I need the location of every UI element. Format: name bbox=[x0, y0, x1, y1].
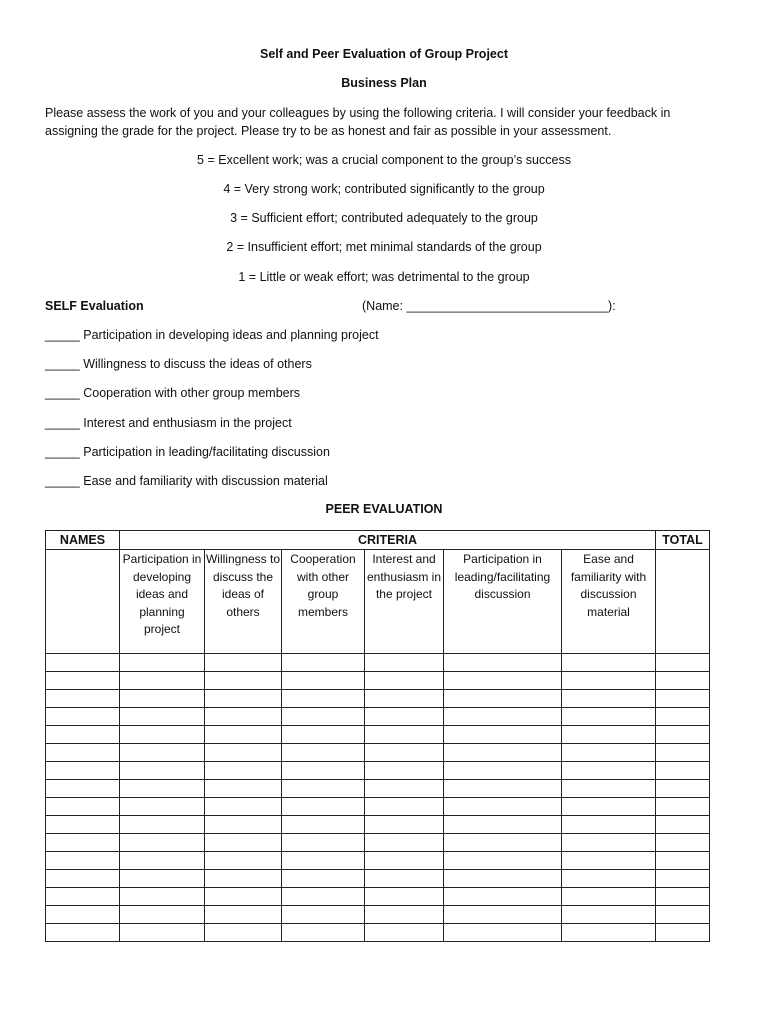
peer-name-cell[interactable] bbox=[46, 672, 120, 690]
peer-total-cell[interactable] bbox=[656, 906, 710, 924]
peer-name-cell[interactable] bbox=[46, 726, 120, 744]
peer-score-cell[interactable] bbox=[120, 852, 205, 870]
peer-score-cell[interactable] bbox=[205, 690, 282, 708]
table-row bbox=[46, 744, 710, 762]
peer-score-cell[interactable] bbox=[205, 924, 282, 942]
peer-score-cell[interactable] bbox=[282, 708, 365, 726]
peer-score-cell[interactable] bbox=[444, 672, 562, 690]
peer-score-cell[interactable] bbox=[120, 708, 205, 726]
peer-name-cell[interactable] bbox=[46, 924, 120, 942]
peer-name-cell[interactable] bbox=[46, 762, 120, 780]
peer-score-cell[interactable] bbox=[120, 780, 205, 798]
peer-score-cell[interactable] bbox=[282, 726, 365, 744]
peer-name-cell[interactable] bbox=[46, 834, 120, 852]
scale-item-1: 1 = Little or weak effort; was detrimental to the group bbox=[238, 270, 530, 284]
peer-score-cell[interactable] bbox=[562, 690, 656, 708]
peer-score-cell[interactable] bbox=[205, 672, 282, 690]
table-row bbox=[46, 852, 710, 870]
peer-score-cell[interactable] bbox=[562, 906, 656, 924]
peer-score-cell[interactable] bbox=[562, 816, 656, 834]
table-row bbox=[46, 834, 710, 852]
peer-score-cell[interactable] bbox=[282, 816, 365, 834]
peer-score-cell[interactable] bbox=[444, 924, 562, 942]
table-row bbox=[46, 726, 710, 744]
peer-score-cell[interactable] bbox=[562, 708, 656, 726]
peer-score-cell[interactable] bbox=[444, 852, 562, 870]
peer-score-cell[interactable] bbox=[444, 906, 562, 924]
peer-score-cell[interactable] bbox=[120, 906, 205, 924]
peer-score-cell[interactable] bbox=[205, 906, 282, 924]
table-row bbox=[46, 924, 710, 942]
peer-score-cell[interactable] bbox=[562, 654, 656, 672]
peer-total-cell[interactable] bbox=[656, 798, 710, 816]
peer-score-cell[interactable] bbox=[444, 834, 562, 852]
peer-score-cell[interactable] bbox=[562, 798, 656, 816]
table-row bbox=[46, 708, 710, 726]
peer-score-cell[interactable] bbox=[562, 780, 656, 798]
criterion-willingness: Willingness to discuss the ideas of others bbox=[205, 550, 282, 654]
peer-score-cell[interactable] bbox=[562, 744, 656, 762]
peer-name-cell[interactable] bbox=[46, 708, 120, 726]
peer-name-cell[interactable] bbox=[46, 870, 120, 888]
peer-score-cell[interactable] bbox=[444, 762, 562, 780]
table-row bbox=[46, 816, 710, 834]
peer-score-cell[interactable] bbox=[282, 780, 365, 798]
table-row bbox=[46, 780, 710, 798]
peer-score-cell[interactable] bbox=[444, 780, 562, 798]
peer-score-cell[interactable] bbox=[120, 834, 205, 852]
peer-total-cell[interactable] bbox=[656, 834, 710, 852]
peer-score-cell[interactable] bbox=[365, 924, 444, 942]
peer-score-cell[interactable] bbox=[365, 744, 444, 762]
peer-score-cell[interactable] bbox=[120, 726, 205, 744]
peer-score-cell[interactable] bbox=[444, 744, 562, 762]
names-criteria-blank bbox=[46, 550, 120, 654]
peer-score-cell[interactable] bbox=[444, 816, 562, 834]
peer-score-cell[interactable] bbox=[282, 852, 365, 870]
criterion-familiarity: Ease and familiarity with discussion material bbox=[562, 550, 656, 654]
scale-item-5: 5 = Excellent work; was a crucial component to the group’s success bbox=[197, 153, 571, 167]
peer-score-cell[interactable] bbox=[365, 888, 444, 906]
peer-score-cell[interactable] bbox=[205, 888, 282, 906]
criterion-leading: Participation in leading/facilitating discussion bbox=[444, 550, 562, 654]
peer-score-cell[interactable] bbox=[120, 762, 205, 780]
name-field[interactable]: (Name: _____________________________): bbox=[362, 299, 616, 313]
criterion-cooperation: Cooperation with other group members bbox=[282, 550, 365, 654]
peer-score-cell[interactable] bbox=[562, 834, 656, 852]
peer-score-cell[interactable] bbox=[282, 888, 365, 906]
peer-score-cell[interactable] bbox=[282, 672, 365, 690]
names-header: NAMES bbox=[46, 531, 120, 550]
peer-score-cell[interactable] bbox=[365, 798, 444, 816]
peer-score-cell[interactable] bbox=[444, 708, 562, 726]
peer-total-cell[interactable] bbox=[656, 870, 710, 888]
peer-score-cell[interactable] bbox=[365, 726, 444, 744]
peer-name-cell[interactable] bbox=[46, 852, 120, 870]
peer-total-cell[interactable] bbox=[656, 672, 710, 690]
peer-score-cell[interactable] bbox=[120, 744, 205, 762]
peer-name-cell[interactable] bbox=[46, 654, 120, 672]
peer-name-cell[interactable] bbox=[46, 780, 120, 798]
peer-score-cell[interactable] bbox=[205, 654, 282, 672]
peer-score-cell[interactable] bbox=[282, 654, 365, 672]
peer-score-cell[interactable] bbox=[120, 924, 205, 942]
self-item-willingness[interactable]: _____ Willingness to discuss the ideas of others bbox=[45, 357, 312, 371]
peer-total-cell[interactable] bbox=[656, 888, 710, 906]
scale-item-3: 3 = Sufficient effort; contributed adequately to the group bbox=[230, 211, 538, 225]
scale-item-4: 4 = Very strong work; contributed significantly to the group bbox=[223, 182, 545, 196]
peer-score-cell[interactable] bbox=[120, 798, 205, 816]
peer-score-cell[interactable] bbox=[205, 708, 282, 726]
peer-score-cell[interactable] bbox=[444, 726, 562, 744]
peer-score-cell[interactable] bbox=[444, 870, 562, 888]
peer-score-cell[interactable] bbox=[562, 762, 656, 780]
scale-item-2: 2 = Insufficient effort; met minimal standards of the group bbox=[226, 240, 542, 254]
peer-total-cell[interactable] bbox=[656, 762, 710, 780]
table-row bbox=[46, 672, 710, 690]
table-row bbox=[46, 870, 710, 888]
peer-score-cell[interactable] bbox=[205, 798, 282, 816]
peer-name-cell[interactable] bbox=[46, 798, 120, 816]
peer-score-cell[interactable] bbox=[365, 690, 444, 708]
peer-score-cell[interactable] bbox=[120, 654, 205, 672]
table-row bbox=[46, 762, 710, 780]
peer-score-cell[interactable] bbox=[562, 888, 656, 906]
table-row bbox=[46, 906, 710, 924]
peer-score-cell[interactable] bbox=[282, 870, 365, 888]
table-row bbox=[46, 888, 710, 906]
table-row bbox=[46, 690, 710, 708]
criteria-header: CRITERIA bbox=[120, 531, 656, 550]
document-subtitle: Business Plan bbox=[341, 76, 427, 90]
peer-score-cell[interactable] bbox=[282, 690, 365, 708]
peer-evaluation-title: PEER EVALUATION bbox=[325, 502, 443, 516]
peer-score-cell[interactable] bbox=[282, 906, 365, 924]
peer-score-cell[interactable] bbox=[282, 798, 365, 816]
self-item-cooperation[interactable]: _____ Cooperation with other group members bbox=[45, 386, 301, 400]
self-item-familiarity[interactable]: _____ Ease and familiarity with discussion material bbox=[45, 474, 328, 488]
peer-score-cell[interactable] bbox=[120, 870, 205, 888]
peer-score-cell[interactable] bbox=[205, 780, 282, 798]
peer-score-cell[interactable] bbox=[562, 726, 656, 744]
intro-paragraph: Please assess the work of you and your colleagues by using the following criteria. I will consider your feedback in assigning the grade for the project. Please try to be as honest and fair as possible in your assessment. bbox=[45, 106, 671, 138]
peer-score-cell[interactable] bbox=[444, 690, 562, 708]
peer-score-cell[interactable] bbox=[365, 708, 444, 726]
peer-name-cell[interactable] bbox=[46, 744, 120, 762]
peer-total-cell[interactable] bbox=[656, 852, 710, 870]
peer-name-cell[interactable] bbox=[46, 690, 120, 708]
peer-score-cell[interactable] bbox=[562, 924, 656, 942]
peer-score-cell[interactable] bbox=[282, 834, 365, 852]
self-item-interest[interactable]: _____ Interest and enthusiasm in the project bbox=[45, 416, 292, 430]
peer-score-cell[interactable] bbox=[205, 762, 282, 780]
self-evaluation-label: SELF Evaluation bbox=[45, 299, 144, 313]
peer-score-cell[interactable] bbox=[365, 654, 444, 672]
peer-score-cell[interactable] bbox=[205, 834, 282, 852]
peer-score-cell[interactable] bbox=[120, 690, 205, 708]
criterion-participation: Participation in developing ideas and planning project bbox=[120, 550, 205, 654]
peer-score-cell[interactable] bbox=[365, 834, 444, 852]
peer-score-cell[interactable] bbox=[282, 744, 365, 762]
peer-score-cell[interactable] bbox=[120, 888, 205, 906]
peer-score-cell[interactable] bbox=[205, 816, 282, 834]
peer-total-cell[interactable] bbox=[656, 816, 710, 834]
self-item-participation[interactable]: _____ Participation in developing ideas and planning project bbox=[45, 328, 379, 342]
peer-score-cell[interactable] bbox=[205, 726, 282, 744]
peer-total-cell[interactable] bbox=[656, 690, 710, 708]
peer-score-cell[interactable] bbox=[365, 672, 444, 690]
peer-total-cell[interactable] bbox=[656, 924, 710, 942]
peer-total-cell[interactable] bbox=[656, 654, 710, 672]
peer-score-cell[interactable] bbox=[282, 924, 365, 942]
total-header: TOTAL bbox=[656, 531, 710, 550]
peer-score-cell[interactable] bbox=[205, 744, 282, 762]
peer-score-cell[interactable] bbox=[365, 870, 444, 888]
peer-evaluation-table bbox=[45, 530, 710, 942]
peer-score-cell[interactable] bbox=[562, 852, 656, 870]
peer-score-cell[interactable] bbox=[120, 816, 205, 834]
peer-score-cell[interactable] bbox=[562, 870, 656, 888]
peer-score-cell[interactable] bbox=[205, 852, 282, 870]
peer-name-cell[interactable] bbox=[46, 906, 120, 924]
self-item-leading[interactable]: _____ Participation in leading/facilitating discussion bbox=[45, 445, 330, 459]
peer-score-cell[interactable] bbox=[365, 762, 444, 780]
peer-name-cell[interactable] bbox=[46, 888, 120, 906]
peer-score-cell[interactable] bbox=[365, 780, 444, 798]
peer-total-cell[interactable] bbox=[656, 780, 710, 798]
peer-score-cell[interactable] bbox=[562, 672, 656, 690]
criterion-interest: Interest and enthusiasm in the project bbox=[365, 550, 444, 654]
peer-total-cell[interactable] bbox=[656, 726, 710, 744]
peer-total-cell[interactable] bbox=[656, 744, 710, 762]
peer-name-cell[interactable] bbox=[46, 816, 120, 834]
peer-score-cell[interactable] bbox=[120, 672, 205, 690]
peer-score-cell[interactable] bbox=[365, 816, 444, 834]
peer-score-cell[interactable] bbox=[365, 852, 444, 870]
peer-score-cell[interactable] bbox=[205, 870, 282, 888]
peer-score-cell[interactable] bbox=[444, 654, 562, 672]
document-title: Self and Peer Evaluation of Group Project bbox=[260, 47, 508, 61]
table-row bbox=[46, 798, 710, 816]
table-row bbox=[46, 654, 710, 672]
peer-total-cell[interactable] bbox=[656, 708, 710, 726]
peer-score-cell[interactable] bbox=[282, 762, 365, 780]
total-criteria-blank bbox=[656, 550, 710, 654]
peer-score-cell[interactable] bbox=[444, 798, 562, 816]
peer-score-cell[interactable] bbox=[444, 888, 562, 906]
peer-score-cell[interactable] bbox=[365, 906, 444, 924]
